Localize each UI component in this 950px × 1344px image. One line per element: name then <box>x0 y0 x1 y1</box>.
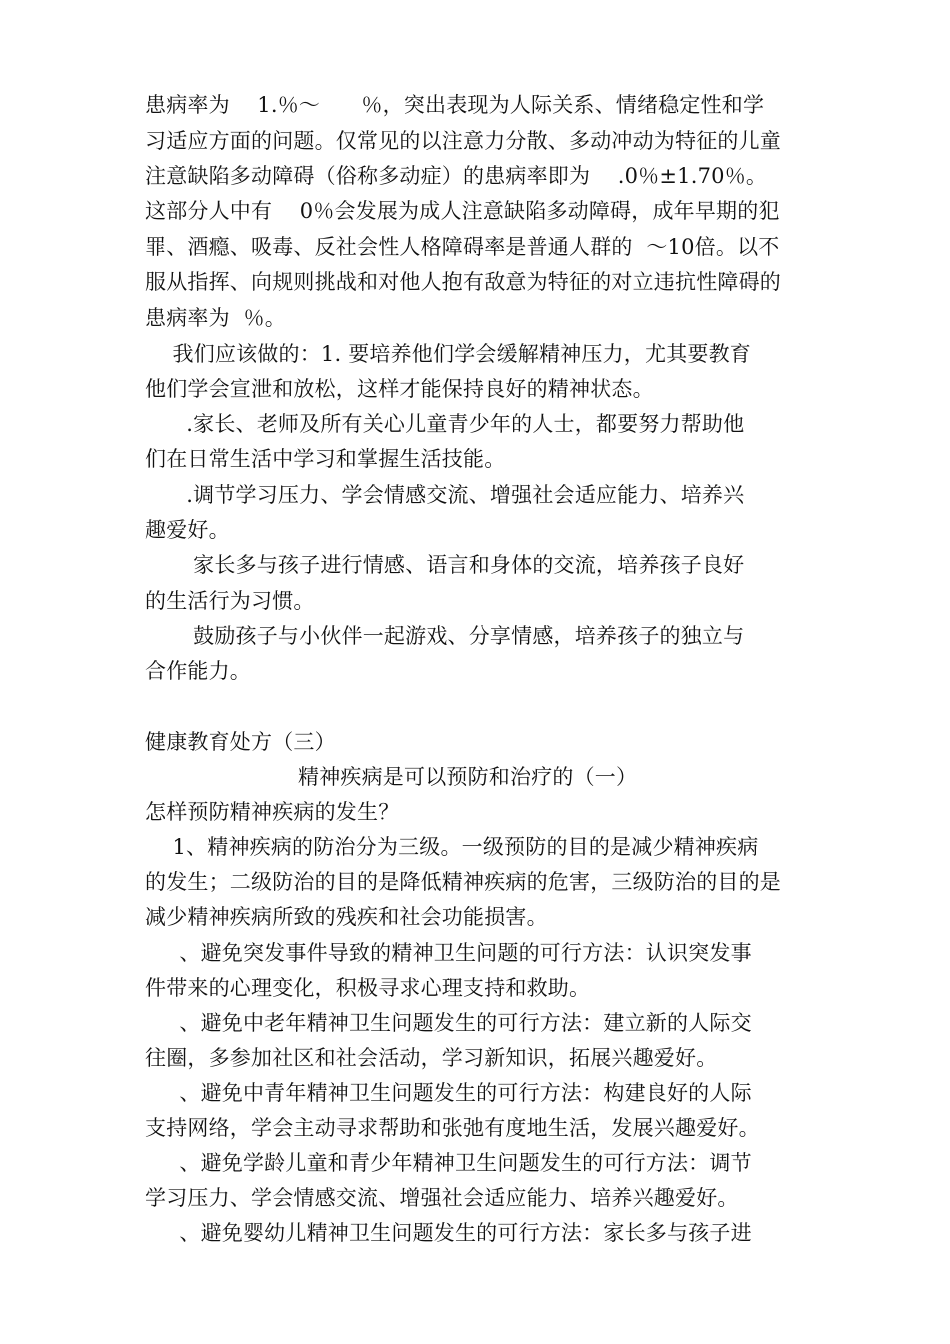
text-line: 1、精神疾病的防治分为三级。一级预防的目的是减少精神疾病 <box>145 835 759 859</box>
text-line: 服从指挥、向规则挑战和对他人抱有敌意为特征的对立违抗性障碍的 <box>145 270 781 294</box>
text-line: 患病率为 1.％～ ％，突出表现为人际关系、情绪稳定性和学 <box>145 93 765 117</box>
text-line: 的发生；二级防治的目的是降低精神疾病的危害，三级防治的目的是 <box>145 870 781 894</box>
text-line: .家长、老师及所有关心儿童青少年的人士，都要努力帮助他 <box>145 412 745 436</box>
text-line: 患病率为 ％。 <box>145 306 286 330</box>
text-line: 罪、酒瘾、吸毒、反社会性人格障碍率是普通人群的 ～10倍。以不 <box>145 235 780 259</box>
text-line: 、避免中老年精神卫生问题发生的可行方法：建立新的人际交 <box>145 1011 752 1035</box>
section-title: 健康教育处方（三） <box>145 730 336 754</box>
text-line: 这部分人中有 0％会发展为成人注意缺陷多动障碍，成年早期的犯 <box>145 199 780 223</box>
text-line: 、避免学龄儿童和青少年精神卫生问题发生的可行方法：调节 <box>145 1151 752 1175</box>
text-line: 鼓励孩子与小伙伴一起游戏、分享情感，培养孩子的独立与 <box>145 624 745 648</box>
text-line: 的生活行为习惯。 <box>145 589 315 613</box>
text-line: 我们应该做的：1. 要培养他们学会缓解精神压力，尤其要教育 <box>145 342 752 366</box>
subtitle: 精神疾病是可以预防和治疗的（一） <box>298 765 638 789</box>
text-line: 、避免中青年精神卫生问题发生的可行方法：构建良好的人际 <box>145 1081 752 1105</box>
text-line: 合作能力。 <box>145 659 251 683</box>
text-line: 趣爱好。 <box>145 518 230 542</box>
text-line: 家长多与孩子进行情感、语言和身体的交流，培养孩子良好 <box>145 553 745 577</box>
text-line: 减少精神疾病所致的残疾和社会功能损害。 <box>145 905 548 929</box>
text-line: 学习压力、学会情感交流、增强社会适应能力、培养兴趣爱好。 <box>145 1186 739 1210</box>
text-line: 们在日常生活中学习和掌握生活技能。 <box>145 447 506 471</box>
text-line: 习适应方面的问题。仅常见的以注意力分散、多动冲动为特征的儿童 <box>145 129 781 153</box>
question-heading: 怎样预防精神疾病的发生？ <box>145 800 400 824</box>
text-line: 、避免婴幼儿精神卫生问题发生的可行方法：家长多与孩子进 <box>145 1221 752 1245</box>
text-line: 、避免突发事件导致的精神卫生问题的可行方法：认识突发事 <box>145 941 752 965</box>
text-line: 注意缺陷多动障碍（俗称多动症）的患病率即为 .0％±1.70％。 <box>145 164 768 188</box>
text-line: 件带来的心理变化，积极寻求心理支持和救助。 <box>145 976 591 1000</box>
text-line: 他们学会宣泄和放松，这样才能保持良好的精神状态。 <box>145 377 654 401</box>
text-line: 往圈，多参加社区和社会活动，学习新知识，拓展兴趣爱好。 <box>145 1046 718 1070</box>
text-line: 支持网络，学会主动寻求帮助和张弛有度地生活，发展兴趣爱好。 <box>145 1116 760 1140</box>
text-line: .调节学习压力、学会情感交流、增强社会适应能力、培养兴 <box>145 483 745 507</box>
